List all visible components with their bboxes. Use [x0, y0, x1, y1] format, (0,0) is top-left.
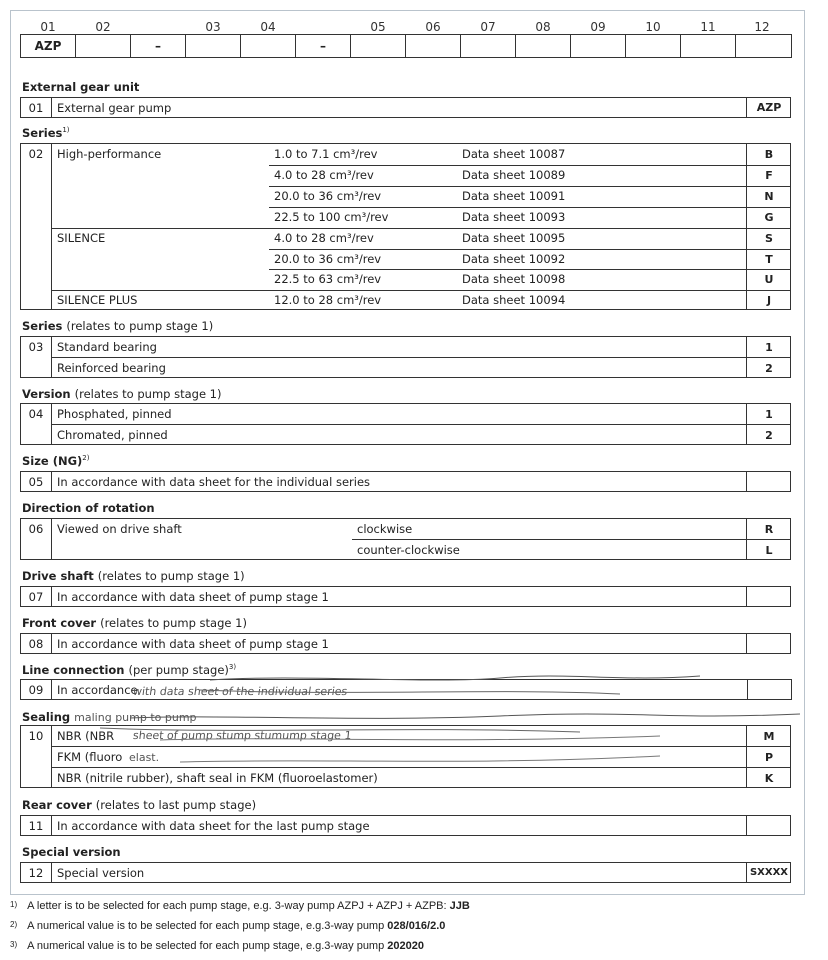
position-number-04: 04: [260, 20, 276, 34]
position-07: 07: [21, 587, 52, 606]
row-divider: [269, 165, 790, 166]
code-input-cell: [746, 587, 790, 606]
code-input-cell: [746, 634, 790, 653]
code-position-cell: –: [131, 35, 186, 57]
position-12: 12: [21, 863, 52, 882]
section-title-version: Version (relates to pump stage 1): [22, 387, 222, 401]
series-table: [20, 143, 791, 310]
phosphated-label: Phosphated, pinned: [57, 407, 172, 421]
code-position-cell: [406, 35, 461, 57]
position-number-08: 08: [535, 20, 551, 34]
code-p: P: [764, 751, 774, 764]
series-code: T: [765, 252, 773, 266]
code-1: 1: [765, 341, 773, 354]
code-position-cell: AZP: [21, 35, 76, 57]
line-connection-label: In accordance: [57, 683, 138, 697]
divider: [52, 357, 790, 358]
data-sheet-ref: Data sheet 10098: [462, 272, 566, 287]
series-code: S: [765, 231, 773, 245]
distorted-text: sheet of pump stump stumump stage 1: [132, 729, 353, 742]
code-2: 2: [765, 429, 773, 442]
row-12: [20, 862, 791, 883]
series-group-name: High-performance: [57, 147, 162, 161]
section-title-sealing: Sealing maling pump to pump: [22, 710, 197, 724]
divider: [352, 539, 790, 540]
code-2: 2: [765, 362, 773, 375]
clockwise-label: clockwise: [357, 522, 413, 536]
displacement-range: 12.0 to 28 cm³/rev: [274, 293, 382, 308]
drive-shaft-label: In accordance with data sheet of pump stage 1: [57, 590, 329, 604]
displacement-range: 4.0 to 28 cm³/rev: [274, 167, 374, 182]
position-number-11: 11: [700, 20, 716, 34]
code-position-cell: [516, 35, 571, 57]
position-06: 06: [21, 519, 52, 559]
code-l: L: [765, 544, 773, 557]
code-position-cell: [571, 35, 626, 57]
data-sheet-ref: Data sheet 10092: [462, 251, 566, 266]
position-number-06: 06: [425, 20, 441, 34]
section-title-drive-shaft: Drive shaft (relates to pump stage 1): [22, 569, 245, 583]
footnote-3: $^{3)}$ A numerical value is to be selected for each pump stage, e.g.3-way pump 202020: [10, 940, 424, 952]
position-05: 05: [21, 472, 52, 491]
code-position-cell: [351, 35, 406, 57]
front-cover-label: In accordance with data sheet of pump stage 1: [57, 637, 329, 651]
row-03: [20, 336, 791, 378]
row-05: [20, 471, 791, 492]
position-number-10: 10: [645, 20, 661, 34]
code-position-cell: [186, 35, 241, 57]
displacement-range: 20.0 to 36 cm³/rev: [274, 188, 382, 203]
series-code: G: [764, 210, 774, 224]
position-number-01: 01: [40, 20, 56, 34]
section-title-front-cover: Front cover (relates to pump stage 1): [22, 616, 247, 630]
row-08: [20, 633, 791, 654]
row-divider: [269, 249, 790, 250]
position-11: 11: [21, 816, 52, 835]
standard-bearing-label: Standard bearing: [57, 340, 157, 354]
section-title-rear-cover: Rear cover (relates to last pump stage): [22, 798, 257, 812]
section-title-series-bearing: Series (relates to pump stage 1): [22, 319, 214, 333]
data-sheet-ref: Data sheet 10094: [462, 293, 566, 308]
row-divider: [269, 269, 790, 270]
series-group-name: SILENCE PLUS: [57, 293, 138, 308]
ordering-code-box: [20, 34, 792, 58]
size-label: In accordance with data sheet for the individual series: [57, 475, 371, 489]
code-position-cell: [626, 35, 681, 57]
section-title-special-version: Special version: [22, 845, 121, 859]
row-divider: [269, 186, 790, 187]
distorted-text: elast.: [129, 751, 160, 764]
external-gear-pump-label: External gear pump: [57, 101, 172, 115]
section-title-external-gear-unit: External gear unit: [22, 80, 140, 94]
nbr-label: NBR (NBR: [57, 729, 115, 743]
code-m: M: [763, 730, 775, 743]
data-sheet-ref: Data sheet 10087: [462, 147, 566, 161]
chromated-label: Chromated, pinned: [57, 428, 168, 442]
counter-clockwise-label: counter-clockwise: [357, 543, 460, 557]
displacement-range: 22.5 to 100 cm³/rev: [274, 209, 389, 224]
code-position-cell: [76, 35, 131, 57]
data-sheet-ref: Data sheet 10091: [462, 188, 566, 203]
position-number-07: 07: [480, 20, 496, 34]
code-r: R: [764, 523, 774, 536]
distortion-overlay: [100, 670, 800, 775]
code-azp: AZP: [756, 101, 782, 114]
position-02: 02: [21, 144, 52, 309]
position-03: 03: [21, 337, 52, 377]
displacement-range: 22.5 to 63 cm³/rev: [274, 272, 382, 287]
fkm-label: FKM (fluoro: [57, 750, 123, 764]
data-sheet-ref: Data sheet 10093: [462, 209, 566, 224]
reinforced-bearing-label: Reinforced bearing: [57, 361, 166, 375]
series-code: U: [764, 273, 774, 287]
code-sxxxx: SXXXX: [749, 867, 789, 878]
series-code: B: [764, 148, 774, 161]
section-title-series: Series$^{1)}$: [22, 126, 70, 140]
footnote-1: $^{1)}$ A letter is to be selected for each pump stage, e.g. 3-way pump AZPJ + AZPJ + AZPB: JJB: [10, 900, 470, 912]
section-title-line-connection: Line connection (per pump stage)$^{3)}$: [22, 663, 237, 677]
footnote-2: $^{2)}$ A numerical value is to be selected for each pump stage, e.g.3-way pump 028/016/2.0: [10, 920, 446, 932]
row-11: [20, 815, 791, 836]
row-divider: [269, 207, 790, 208]
code-position-cell: [241, 35, 296, 57]
position-04: 04: [21, 404, 52, 444]
group-divider: [52, 290, 790, 291]
code-input-cell: [746, 816, 790, 835]
row-06: [20, 518, 791, 560]
code-position-cell: [681, 35, 736, 57]
row-01: [20, 97, 791, 118]
code-position-cell: –: [296, 35, 351, 57]
series-code: J: [766, 294, 772, 308]
code-k: K: [764, 772, 774, 785]
position-number-02: 02: [95, 20, 111, 34]
position-09: 09: [21, 680, 52, 699]
section-title-size: Size (NG)$^{2)}$: [22, 454, 90, 468]
position-10: 10: [21, 726, 52, 787]
special-version-label: Special version: [57, 866, 145, 880]
distorted-text: with data sheet of the individual series: [132, 685, 349, 698]
series-group-name: SILENCE: [57, 230, 106, 245]
position-number-12: 12: [754, 20, 770, 34]
nbr-fkm-label: NBR (nitrile rubber), shaft seal in FKM (fluoroelastomer): [57, 771, 378, 785]
code-position-cell: [736, 35, 791, 57]
row-07: [20, 586, 791, 607]
position-08: 08: [21, 634, 52, 653]
divider: [52, 424, 790, 425]
code-position-cell: [461, 35, 516, 57]
data-sheet-ref: Data sheet 10089: [462, 167, 566, 182]
position-number-03: 03: [205, 20, 221, 34]
section-title-direction: Direction of rotation: [22, 501, 155, 515]
group-divider: [52, 228, 790, 229]
series-code: N: [764, 189, 774, 203]
viewed-on-drive-shaft-label: Viewed on drive shaft: [57, 522, 182, 536]
position-number-05: 05: [370, 20, 386, 34]
series-code: F: [765, 168, 773, 182]
code-1: 1: [765, 408, 773, 421]
displacement-range: 1.0 to 7.1 cm³/rev: [274, 147, 378, 161]
code-input-cell: [746, 472, 790, 491]
displacement-range: 20.0 to 36 cm³/rev: [274, 251, 382, 266]
position-number-09: 09: [590, 20, 606, 34]
position-01: 01: [21, 98, 52, 117]
displacement-range: 4.0 to 28 cm³/rev: [274, 230, 374, 245]
rear-cover-label: In accordance with data sheet for the last pump stage: [57, 819, 370, 833]
row-04: [20, 403, 791, 445]
data-sheet-ref: Data sheet 10095: [462, 230, 566, 245]
